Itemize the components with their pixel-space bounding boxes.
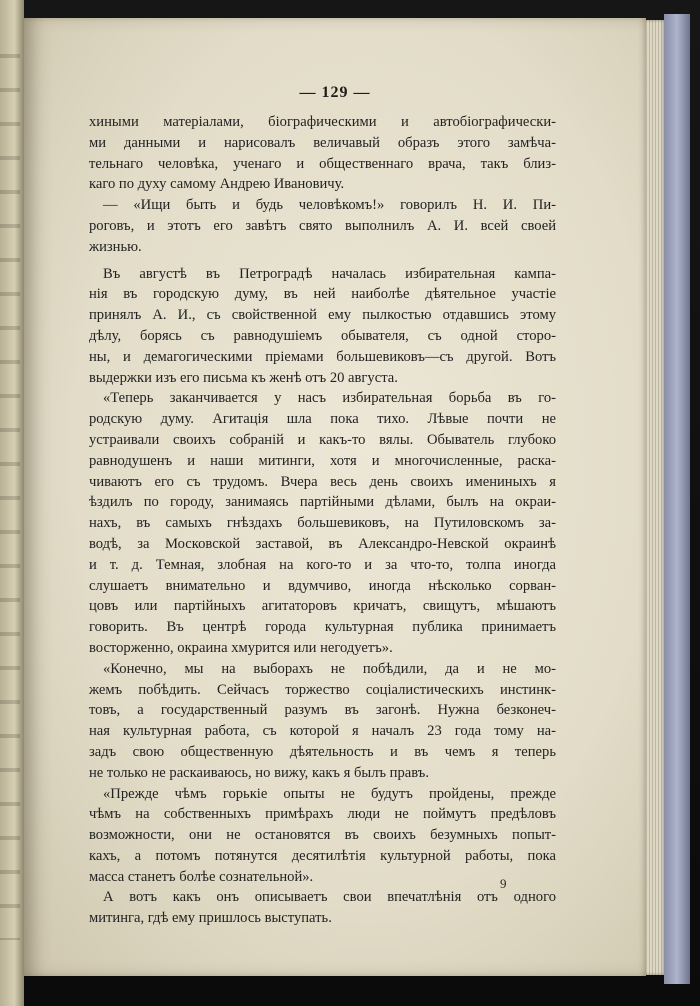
text-line: нія въ городскую думу, въ ней наиболѣе дѣятельное участіе: [89, 286, 556, 303]
text-line: равнодушенъ и наши митинги, хотя и многочисленные, раска-: [89, 452, 556, 469]
text-line: «Конечно, мы на выборахъ не побѣдили, да и не мо-: [103, 660, 556, 677]
text-line: устраивали своихъ собраній и какъ-то вялы. Обыватель глубоко: [89, 431, 556, 448]
text-line: ѣздилъ по городу, занимаясь партійными дѣлами, былъ на окраи-: [89, 494, 556, 511]
text-line: не только не раскаиваюсь, но вижу, какъ я былъ правъ.: [89, 764, 429, 781]
text-line: цовъ или партійныхъ агитаторовъ кричатъ, свищутъ, мѣшаютъ: [89, 598, 556, 615]
text-line: говорить. Въ центрѣ города культурная публика принимаетъ: [89, 619, 556, 636]
text-line: ная культурная работа, съ которой я началъ 23 года тому на-: [89, 723, 556, 740]
text-line: жемъ побѣдить. Сейчасъ торжество соціалистическихъ инстинк-: [89, 681, 556, 698]
text-line: А вотъ какъ онъ описываетъ свои впечатлѣнія отъ одного: [103, 889, 556, 906]
text-line: задъ свою общественную дѣятельность и въ чемъ я теперь: [89, 743, 556, 760]
text-line: дѣлу, борясь съ равнодушіемъ обывателя, съ одной сторо-: [89, 327, 556, 344]
text-line: жизнью.: [89, 238, 142, 255]
text-line: роговъ, и этотъ его завѣтъ свято выполнилъ А. И. всей своей: [89, 217, 556, 234]
text-line: родскую думу. Агитація шла пока тихо. Лѣвые почти не: [89, 411, 556, 428]
text-line: восторженно, окраина хмурится или негодуетъ».: [89, 639, 393, 656]
text-line: каго по духу самому Андрею Ивановичу.: [89, 176, 345, 193]
text-line: «Прежде чѣмъ горькіе опыты не будутъ пройдены, прежде: [103, 785, 556, 802]
text-line: Въ августѣ въ Петроградѣ началась избирательная кампа-: [103, 265, 556, 282]
text-line: митинга, гдѣ ему пришлось выступать.: [89, 910, 332, 927]
left-page-text-fragment: [0, 40, 20, 940]
text-line: ми данными и нарисовалъ величавый образъ этого замѣча-: [89, 134, 556, 151]
text-line: ны, и демагогическими пріемами большевиковъ—съ другой. Вотъ: [89, 348, 556, 365]
text-line: товъ, а государственный разумъ въ загонѣ. Нужна безконеч-: [89, 702, 556, 719]
text-line: масса станетъ болѣе сознательной».: [89, 868, 314, 885]
left-page-edge: [0, 0, 24, 1006]
text-line: водѣ, за Московской заставой, въ Александро-Невской окраинѣ: [89, 535, 556, 552]
text-line: кахъ, а потомъ потянутся десятилѣтія культурной работы, пока: [89, 847, 556, 864]
text-line: чиваютъ его съ трудомъ. Вчера весь день своихъ имениныхъ я: [89, 473, 556, 490]
signature-mark: 9: [500, 876, 507, 891]
text-line: — «Ищи быть и будь человѣкомъ!» говорилъ Н. И. Пи-: [103, 197, 556, 214]
page-number-header: — 129 —: [299, 84, 371, 101]
text-line: тельнаго человѣка, ученаго и общественнаго врача, такъ близ-: [89, 155, 556, 172]
page-stack-edge: [644, 20, 666, 975]
text-line: и т. д. Темная, злобная на кого-то и за что-то, толпа иногда: [89, 556, 556, 573]
book-cover-edge: [664, 14, 690, 984]
body-text: [89, 112, 556, 929]
text-line: «Теперь заканчивается у насъ избирательная борьба въ го-: [103, 390, 556, 407]
text-line: возможности, они не остановятся въ своихъ безумныхъ попыт-: [89, 827, 556, 844]
text-line: нахъ, въ самыхъ гнѣздахъ большевиковъ, на Путиловскомъ за-: [89, 515, 556, 532]
text-line: принялъ А. И., съ свойственной ему пылкостью отдавшись этому: [89, 307, 556, 324]
text-line: чѣмъ на собственныхъ примѣрахъ люди не поймутъ предѣловъ: [89, 806, 556, 823]
text-line: слушаетъ внимательно и вдумчиво, иногда нѣсколько сорван-: [89, 577, 556, 594]
text-line: хиными матеріалами, біографическими и автобіографически-: [89, 114, 556, 130]
text-line: выдержки изъ его письма къ женѣ отъ 20 августа.: [89, 369, 398, 386]
